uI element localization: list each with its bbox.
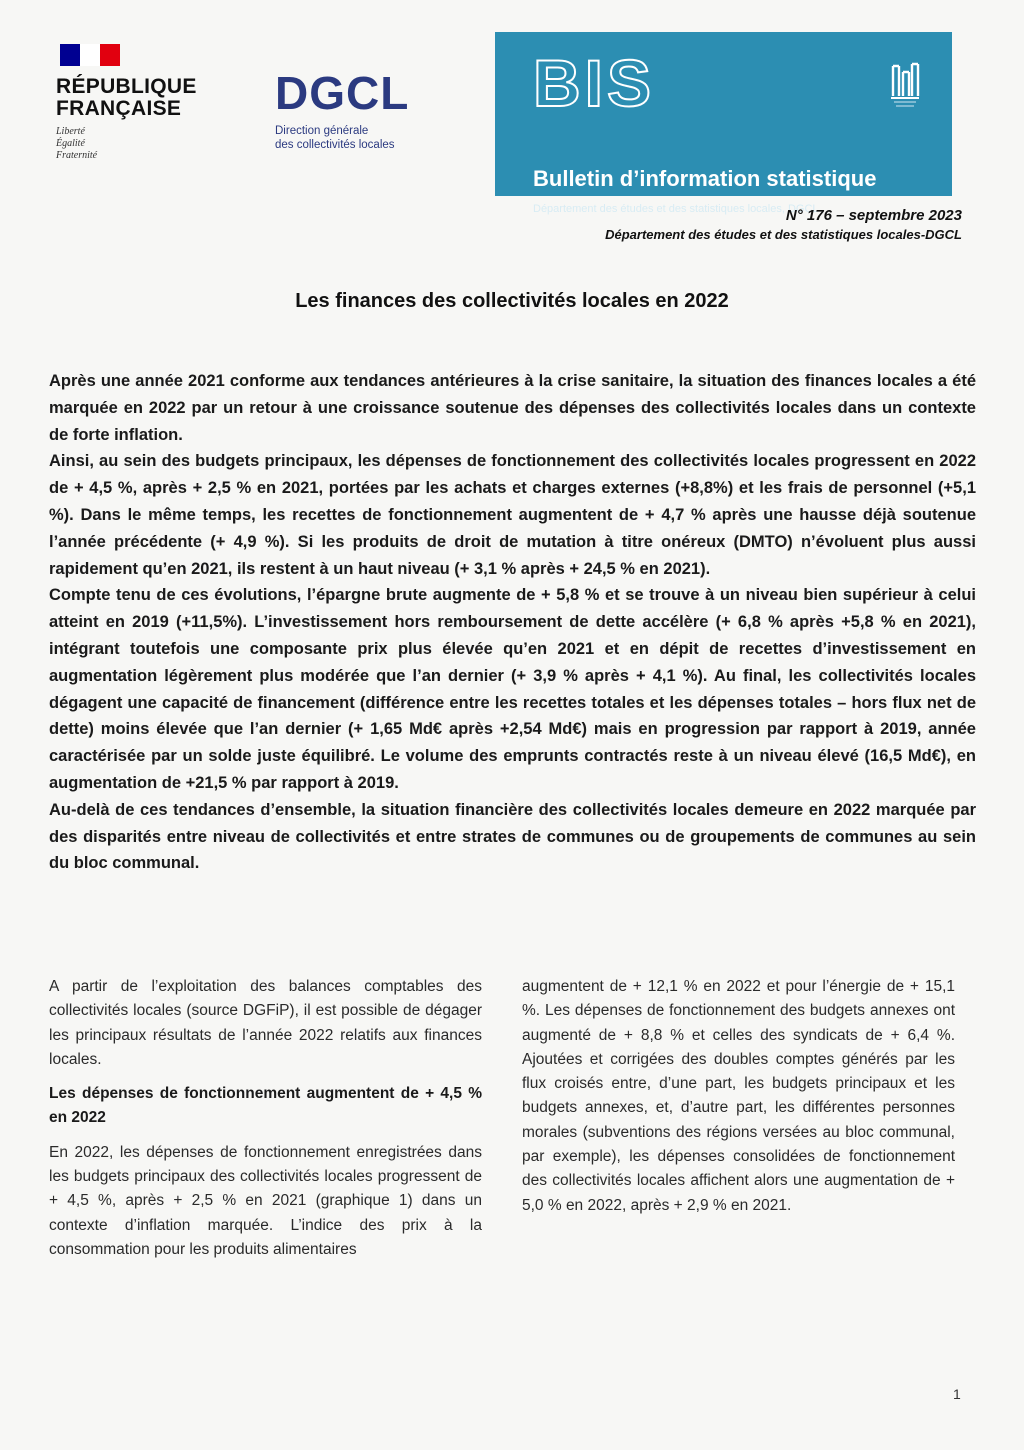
rf-motto xyxy=(56,126,197,162)
body-right-column xyxy=(522,975,955,1218)
body-left-column xyxy=(49,975,482,1272)
bis-title: BIS xyxy=(533,46,656,120)
republique-francaise-logo xyxy=(56,44,197,162)
dgcl-sub-line1: Direction générale xyxy=(275,125,369,137)
issue-info xyxy=(605,206,962,244)
issue-number: N° 176 – septembre 2023 xyxy=(785,207,962,224)
issue-department: Département des études et des statistiques locales-DGCL xyxy=(605,227,962,242)
dgcl-title: DGCL xyxy=(275,67,410,119)
summary-paragraph: Au-delà de ces tendances d’ensemble, la situation financière des collectivités locales demeure en 2022 marquée par des disparités entre niveau de collectivités et entre strates de communes ou de groupements de communes au sein du bloc communal. xyxy=(49,800,976,873)
bis-subtitle: Bulletin d’information statistique xyxy=(533,166,877,191)
rf-name xyxy=(56,76,197,120)
summary xyxy=(49,368,976,877)
bis-department: Département des études et des statistiques locales, DGCL xyxy=(533,203,819,215)
motto-liberte: Liberté xyxy=(56,126,85,137)
building-icon xyxy=(890,62,920,110)
dgcl-logo xyxy=(275,67,410,152)
page-number: 1 xyxy=(953,1386,961,1402)
dgcl-sub-line2: des collectivités locales xyxy=(275,139,395,151)
body-paragraph: En 2022, les dépenses de fonctionnement enregistrées dans les budgets principaux des collectivités locales progressent de + 4,5 %, après + 2,5 % en 2021 (graphique 1) dans un contexte d’inflation marquée. L’indice des prix à la consommation pour les produits alimentaires xyxy=(49,1143,482,1258)
motto-egalite: Égalité xyxy=(56,138,85,149)
section-heading: Les dépenses de fonctionnement augmentent de + 4,5 % en 2022 xyxy=(49,1085,482,1127)
rf-name-line1: RÉPUBLIQUE xyxy=(56,75,197,98)
dgcl-subtitle xyxy=(275,124,409,152)
motto-fraternite: Fraternité xyxy=(56,150,98,161)
french-flag-icon xyxy=(60,44,120,66)
summary-paragraph: Compte tenu de ces évolutions, l’épargne brute augmente de + 5,8 % et se trouve à un niveau bien supérieur à celui atteint en 2019 (+11,5%). L’investissement hors remboursement de dette accélère (+ 6,8 % après +5,8 % en 2021), intégrant toutefois une composante prix plus élevée qu’en 2021 et en dépit de recettes d’investissement en augmentation légèrement plus modérée que l’an dernier (+ 3,9 % après + 4,1 %). Au final, les collectivités locales dégagent une capacité de financement (différence entre les recettes totales et les dépenses totales – hors flux net de dette) moins élevée que l’an dernier (+ 1,65 Md€ après +2,54 Md€) mais en progression par rapport à 2019, année caractérisée par un solde juste équilibré. Le volume des emprunts contractés reste à un niveau élevé (16,5 Md€), en augmentation de +21,5 % par rapport à 2019. xyxy=(49,586,976,792)
bis-banner xyxy=(495,32,952,215)
summary-paragraph: Ainsi, au sein des budgets principaux, les dépenses de fonctionnement des collectivités locales progressent en 2022 de + 4,5 %, après + 2,5 % en 2021, portées par les achats et charges externes (+8,8%) et les frais de personnel (+5,1 %). Dans le même temps, les recettes de fonctionnement augmentent de + 4,7 % après une hausse déjà soutenue l’année précédente (+ 4,9 %). Si les produits de droit de mutation à titre onéreux (DMTO) n’évoluent plus aussi rapidement qu’en 2021, ils restent à un haut niveau (+ 3,1 % après + 24,5 % en 2021). xyxy=(49,452,976,578)
document-title: Les finances des collectivités locales en 2022 xyxy=(295,290,729,312)
summary-paragraph: Après une année 2021 conforme aux tendances antérieures à la crise sanitaire, la situation des finances locales a été marquée en 2022 par un retour à une croissance soutenue des dépenses des collectivités locales dans un contexte de forte inflation. xyxy=(49,372,976,444)
rf-name-line2: FRANÇAISE xyxy=(56,97,182,120)
intro-paragraph: A partir de l’exploitation des balances comptables des collectivités locales (source DGFiP), il est possible de dégager les principaux résultats de l’année 2022 relatifs aux finances locales. xyxy=(49,978,482,1068)
body-paragraph: augmentent de + 12,1 % en 2022 et pour l’énergie de + 15,1 %. Les dépenses de fonctionnement des budgets annexes ont augmenté de + 8,8 % et celles des syndicats de + 6,4 %. Ajoutées et corrigées des doubles comptes générés par les flux croisés entre, d’une part, les budgets principaux et les budgets annexes, et, d’autre part, les différentes personnes morales (subventions des régions versées au bloc communal, par exemple), les dépenses consolidées de fonctionnement des collectivités locales affichent alors une augmentation de + 5,0 % en 2022, après + 2,9 % en 2021. xyxy=(522,978,955,1214)
